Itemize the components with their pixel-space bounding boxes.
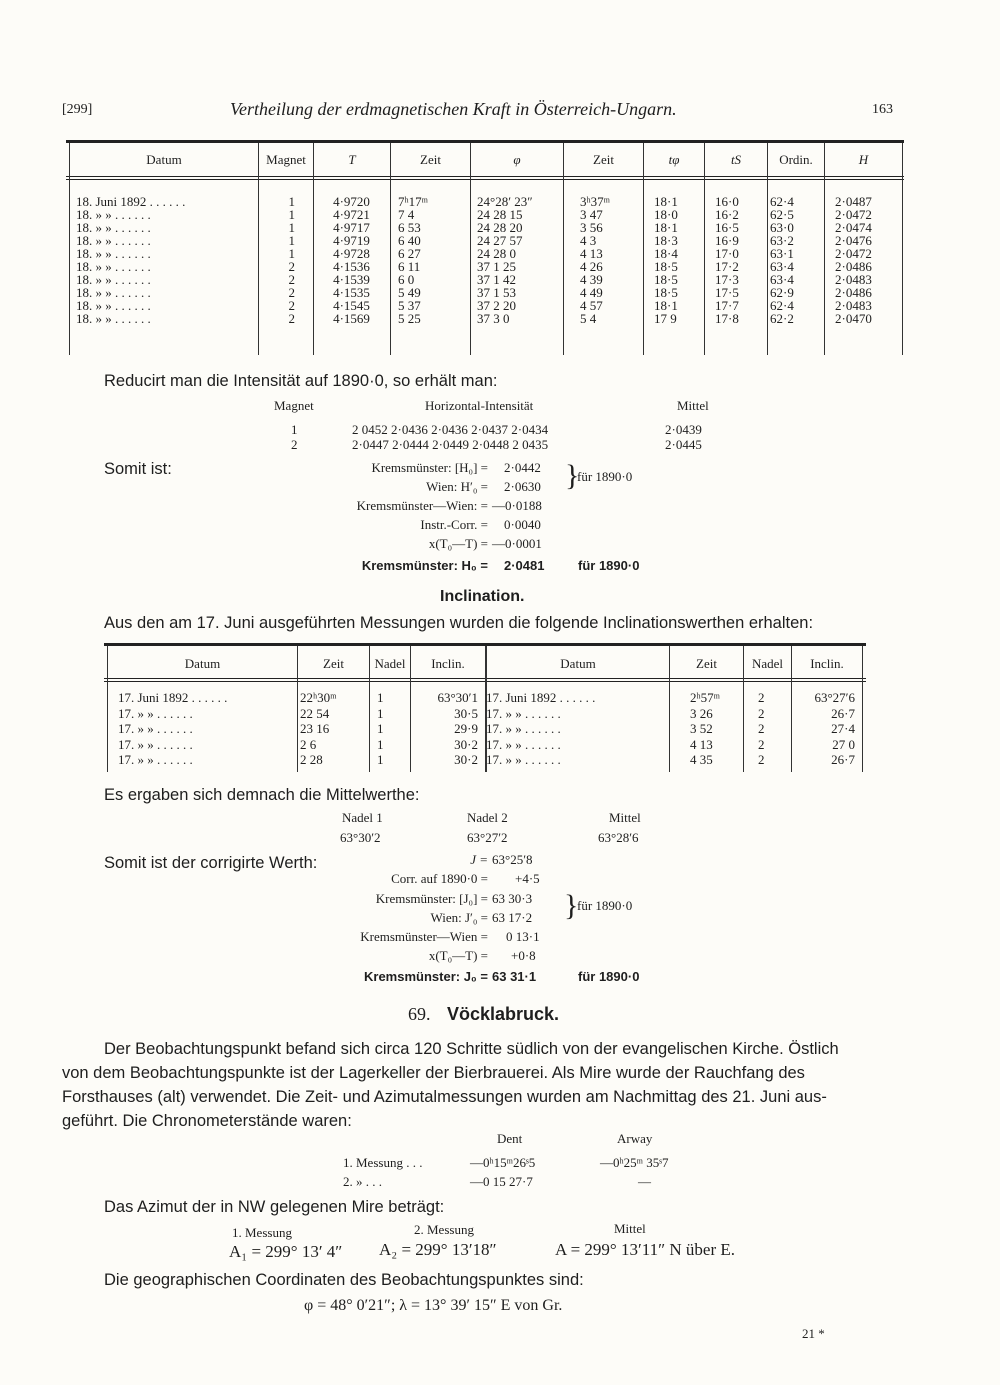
table-cell: 63·2 [770, 233, 794, 248]
table-cell: 2 28 [300, 752, 323, 768]
table-cell: 5 25 [398, 311, 421, 326]
para-line-1: Der Beobachtungspunkt befand sich circa 120 Schritte südlich von der evangelischen Kirche. Östlich [104, 1040, 839, 1058]
t1-head-tphi: tφ [668, 152, 680, 167]
t1-head-zeit: Zeit [420, 152, 441, 167]
table-cell: 2·0472 [835, 207, 872, 222]
t2-head-zeit: Zeit [323, 656, 344, 671]
red-mittel-1: 2·0439 [665, 422, 702, 437]
table-cell: 1 [288, 246, 295, 261]
mw-line-1-label: J = [470, 852, 488, 867]
mw-line-6-value: +0·8 [511, 948, 536, 963]
table-cell: 17·5 [715, 285, 739, 300]
table-cell: 24 28 0 [477, 246, 516, 261]
table-cell: 37 1 42 [477, 272, 516, 287]
mw-line-4-value: 63 17·2 [492, 910, 533, 925]
table-cell: 16·0 [715, 194, 739, 209]
table-cell: 22 54 [300, 705, 330, 721]
table-cell: 4 13 [580, 246, 603, 261]
table-cell: 18·5 [654, 285, 678, 300]
mittel-label: Mittel [609, 810, 641, 825]
coordinates: φ = 48° 0′21″; λ = 13° 39′ 15″ E von Gr. [304, 1297, 563, 1314]
table-cell: 17. » » . . . . . . [486, 752, 561, 768]
red-line-1-value: 2·0442 [504, 460, 541, 475]
table-cell: 2 [288, 311, 295, 326]
az-head-3: Mittel [614, 1221, 646, 1236]
table-cell: 4·1536 [333, 259, 370, 274]
red-line-4-value: 0·0040 [504, 517, 541, 532]
t2-head-inclin2: Inclin. [810, 656, 844, 671]
table-cell: 16·2 [715, 207, 739, 222]
red-line-2-value: 2·0630 [504, 479, 541, 494]
table-cell: 2 6 [300, 736, 317, 752]
table-cell: 3 56 [580, 220, 603, 235]
red-line-5-value: —0·0001 [492, 536, 542, 551]
t1-head-ordin: Ordin. [779, 152, 813, 167]
col-mittel: Mittel [677, 398, 709, 413]
mw-line-3-value: 63 30·3 [492, 891, 533, 906]
table-row [118, 706, 855, 722]
table-cell: 16·9 [715, 233, 739, 248]
table-cell: 17. » » . . . . . . [486, 705, 561, 721]
mw-line-3-label: Kremsmünster: [J₀] = [375, 891, 488, 906]
mw-line-6-label: x(T₀—T) = [428, 948, 488, 963]
red-mittel-2: 2·0445 [665, 437, 702, 452]
table-cell: 17·0 [715, 246, 739, 261]
t1-head-zeit2: Zeit [593, 152, 614, 167]
mw-result-value: 63 31·1 [492, 969, 537, 984]
table-cell: 17·8 [715, 311, 739, 326]
t1-head-ts: tS [730, 152, 742, 167]
table-cell: 2·0483 [835, 272, 872, 287]
table-cell: 3 47 [580, 207, 603, 222]
table-cell: 2·0472 [835, 246, 872, 261]
table-cell: 22ʰ30ᵐ [300, 690, 337, 706]
table-cell: 30·5 [454, 705, 478, 721]
mw-line-2-label: Corr. auf 1890·0 = [391, 871, 488, 886]
red-result-value: 2·0481 [504, 558, 545, 573]
table-cell: 1 [377, 690, 384, 706]
chrono-row-2-label: 2. » . . . [343, 1174, 382, 1189]
table-cell: 2 [758, 721, 765, 737]
table-cell: 4 13 [690, 736, 713, 752]
table-cell: 18·3 [654, 233, 678, 248]
table-cell: 62·9 [770, 285, 794, 300]
mw-line-5-label: Kremsmünster—Wien = [360, 929, 488, 944]
table-cell: 2 [288, 285, 295, 300]
red-line-1-label: Kremsmünster: [H₀] = [371, 460, 488, 475]
table-cell: 18. » » . . . . . . [76, 220, 151, 235]
table-cell: 17. Juni 1892 . . . . . . [118, 690, 228, 706]
red-fuer: für 1890·0 [577, 469, 633, 484]
table-cell: 18. » » . . . . . . [76, 259, 151, 274]
table-cell: 2 [758, 690, 765, 706]
table-cell: 17 9 [654, 311, 677, 326]
t1-head-datum: Datum [146, 152, 182, 167]
table-cell: 24°28′ 23″ [477, 194, 533, 209]
table-cell: 18. » » . . . . . . [76, 311, 151, 326]
table-cell: 6 27 [398, 246, 421, 261]
az-a1: A₁ = 299° 13′ 4″ [229, 1242, 343, 1261]
table-cell: 4 49 [580, 285, 603, 300]
table-cell: 2ʰ57ᵐ [690, 690, 721, 706]
section-title: Vöcklabruck. [447, 1004, 560, 1024]
table-cell: 17. Juni 1892 . . . . . . [486, 690, 596, 706]
table-cell: 37 1 25 [477, 259, 516, 274]
table-cell: 5 37 [398, 298, 421, 313]
table-cell: 6 0 [398, 272, 415, 287]
table-cell: 63°27′6 [814, 690, 855, 706]
table-cell: 4·9719 [333, 233, 370, 248]
az-head-2: 2. Messung [414, 1222, 474, 1237]
table-cell: 18·5 [654, 272, 678, 287]
red-line-2-label: Wien: H′₀ = [426, 479, 488, 494]
table-cell: 1 [377, 705, 384, 721]
table-cell: 2 [288, 298, 295, 313]
mw-line-4-label: Wien: J′₀ = [430, 910, 488, 925]
t2-head-zeit2: Zeit [696, 656, 717, 671]
table-cell: 37 2 20 [477, 298, 516, 313]
table-cell: 17. » » . . . . . . [118, 752, 193, 768]
table-cell: 37 1 53 [477, 285, 516, 300]
table-cell: 3 26 [690, 705, 713, 721]
table-cell: 18·1 [654, 194, 678, 209]
chrono-row-2-dent: —0 15 27·7 [470, 1174, 533, 1189]
table-cell: 63·1 [770, 246, 794, 261]
table-cell: 4 35 [690, 752, 713, 768]
table-cell: 7ʰ17ᵐ [398, 194, 429, 209]
red-magnet-1: 1 [291, 422, 298, 437]
t2-head-datum2: Datum [560, 656, 596, 671]
table-cell: 2·0486 [835, 259, 872, 274]
table-cell: 17·3 [715, 272, 739, 287]
table-cell: 1 [288, 220, 295, 235]
table-cell: 62·2 [770, 311, 794, 326]
table-cell: 4 3 [580, 233, 597, 248]
chrono-row-2-arway: — [638, 1174, 651, 1189]
table-cell: 2 [288, 259, 295, 274]
table-row [118, 752, 855, 768]
mittel-value: 63°28′6 [598, 830, 639, 845]
table-cell: 18. » » . . . . . . [76, 233, 151, 248]
red-line-3-label: Kremsmünster—Wien: = [356, 498, 488, 513]
t1-head-magnet: Magnet [266, 152, 306, 167]
mw-result-fuer: für 1890·0 [578, 969, 640, 984]
corrigirte-werth: Somit ist der corrigirte Werth: [104, 854, 318, 872]
t1-head-t: T [348, 152, 356, 167]
table-cell: 17. » » . . . . . . [486, 721, 561, 737]
t2-head-datum: Datum [184, 656, 221, 671]
table-cell: 18. » » . . . . . . [76, 207, 151, 222]
table-cell: 2·0470 [835, 311, 872, 326]
red-vals-2: 2·0447 2·0444 2·0449 2·0448 2 0435 [352, 437, 549, 452]
table-cell: 1 [288, 207, 295, 222]
table-cell: 26·7 [831, 752, 855, 768]
chrono-head-dent: Dent [497, 1131, 523, 1146]
chrono-row-1-dent: —0ʰ15ᵐ26ˢ5 [470, 1155, 536, 1170]
table-cell: 2·0474 [835, 220, 872, 235]
table-cell: 2·0486 [835, 285, 872, 300]
table-cell: 18·0 [654, 207, 678, 222]
table-cell: 5 49 [398, 285, 421, 300]
red-vals-1: 2 0452 2·0436 2·0436 2·0437 2·0434 [352, 422, 549, 437]
table-cell: 17. » » . . . . . . [118, 721, 193, 737]
table-cell: 18. » » . . . . . . [76, 272, 151, 287]
table-cell: 1 [377, 752, 384, 768]
table-cell: 62·4 [770, 298, 794, 313]
page-number: 163 [872, 102, 893, 117]
mittelwerthe-intro: Es ergaben sich demnach die Mittelwerthe: [104, 786, 420, 804]
t2-head-nadel: Nadel [374, 656, 406, 671]
table-cell: 1 [288, 194, 295, 209]
red-magnet-2: 2 [291, 437, 298, 452]
reduction-intro: Reducirt man die Intensität auf 1890·0, so erhält man: [104, 372, 498, 390]
nadel2-label: Nadel 2 [467, 810, 508, 825]
table-cell: 37 3 0 [477, 311, 510, 326]
table-cell: 1 [288, 233, 295, 248]
col-hi: Horizontal-Intensität [425, 398, 534, 413]
table-cell: 4 26 [580, 259, 603, 274]
table-cell: 17·2 [715, 259, 739, 274]
table-cell: 27·4 [831, 721, 855, 737]
table1-body [76, 195, 901, 325]
table-cell: 1 [377, 721, 384, 737]
t2-head-inclin: Inclin. [431, 656, 465, 671]
table-cell: 4·1545 [333, 298, 370, 313]
red-result-fuer: für 1890·0 [578, 558, 640, 573]
chrono-head-arway: Arway [617, 1131, 653, 1146]
table-cell: 18·4 [654, 246, 678, 261]
az-mittel: A = 299° 13′11″ N über E. [555, 1240, 736, 1259]
mw-fuer: für 1890·0 [577, 898, 633, 913]
col-magnet: Magnet [274, 398, 314, 413]
running-title: Vertheilung der erdmagnetischen Kraft in Österreich-Ungarn. [230, 99, 677, 119]
table-cell: 17. » » . . . . . . [118, 736, 193, 752]
table-cell: 63·4 [770, 272, 794, 287]
table-cell: 30·2 [454, 752, 478, 768]
table-cell: 18. » » . . . . . . [76, 246, 151, 261]
table-cell: 17. » » . . . . . . [118, 705, 193, 721]
red-result-label: Kremsmünster: H₀ = [361, 558, 488, 573]
table-cell: 2 [288, 272, 295, 287]
table-cell: 4 57 [580, 298, 603, 313]
inclination-heading: Inclination. [440, 588, 525, 605]
table-cell: 27 0 [832, 736, 855, 752]
table-row [118, 721, 855, 737]
table-cell: 5 4 [580, 311, 597, 326]
table-cell: 63·4 [770, 259, 794, 274]
table-cell: 18. » » . . . . . . [76, 298, 151, 313]
table-cell: 62·5 [770, 207, 794, 222]
brace-2: } [564, 889, 579, 922]
table-cell: 4·9721 [333, 207, 370, 222]
nadel1-label: Nadel 1 [342, 810, 383, 825]
table-cell: 4·9720 [333, 194, 370, 209]
table-cell: 18·5 [654, 259, 678, 274]
table-cell: 18. Juni 1892 . . . . . . [76, 194, 186, 209]
table-cell: 17. » » . . . . . . [486, 736, 561, 752]
chrono-row-1-label: 1. Messung . . . [343, 1155, 423, 1170]
para-line-4: geführt. Die Chronometerstände waren: [62, 1112, 352, 1130]
mw-line-2-value: +4·5 [515, 871, 540, 886]
mw-line-1-value: 63°25′8 [492, 852, 533, 867]
para-line-3: Forsthauses (alt) verwendet. Die Zeit- und Azimutalmessungen wurden am Nachmittag des 21. Juni aus- [62, 1088, 827, 1106]
table-cell: 16·5 [715, 220, 739, 235]
az-a2: A₂ = 299° 13′18″ [379, 1240, 497, 1259]
table-cell: 17·7 [715, 298, 739, 313]
table-cell: 18·1 [654, 220, 678, 235]
table-cell: 18·1 [654, 298, 678, 313]
signature-mark: 21 * [802, 1326, 825, 1341]
table-cell: 3 52 [690, 721, 713, 737]
table-cell: 4·1569 [333, 311, 370, 326]
table-cell: 2 [758, 752, 765, 768]
brace: } [565, 459, 580, 492]
table-cell: 2 [758, 736, 765, 752]
table-cell: 1 [377, 736, 384, 752]
mw-result-label: Kremsmünster: J₀ = [364, 969, 488, 984]
table-cell: 63°30′1 [437, 690, 478, 706]
somit-ist: Somit ist: [104, 460, 172, 478]
table-cell: 2·0476 [835, 233, 872, 248]
t2-head-nadel2: Nadel [751, 656, 784, 671]
section-number: 69. [408, 1004, 431, 1024]
table-row [76, 312, 901, 325]
table2-body [118, 690, 855, 768]
table-cell: 4·9728 [333, 246, 370, 261]
table-cell: 26·7 [831, 705, 855, 721]
az-head-1: 1. Messung [232, 1225, 292, 1240]
table-cell: 2 [758, 705, 765, 721]
table-cell: 6 11 [398, 259, 421, 274]
t1-head-h: H [858, 152, 869, 167]
nadel2-value: 63°27′2 [467, 830, 508, 845]
table-cell: 63·0 [770, 220, 794, 235]
table-cell: 4 39 [580, 272, 603, 287]
table-cell: 4·1539 [333, 272, 370, 287]
red-line-4-label: Instr.-Corr. = [420, 517, 488, 532]
table-cell: 24 28 15 [477, 207, 523, 222]
table-cell: 30·2 [454, 736, 478, 752]
table-cell: 6 53 [398, 220, 421, 235]
table-cell: 7 4 [398, 207, 415, 222]
table-cell: 3ʰ37ᵐ [580, 194, 611, 209]
red-line-5-label: x(T₀—T) = [428, 536, 488, 551]
table-cell: 29·9 [454, 721, 478, 737]
coord-intro: Die geographischen Coordinaten des Beobachtungspunktes sind: [104, 1271, 584, 1289]
table-row [118, 737, 855, 753]
table-cell: 24 27 57 [477, 233, 523, 248]
table-cell: 4·1535 [333, 285, 370, 300]
nadel1-value: 63°30′2 [340, 830, 381, 845]
table-cell: 24 28 20 [477, 220, 523, 235]
table-cell: 2·0487 [835, 194, 872, 209]
table-cell: 62·4 [770, 194, 794, 209]
t1-head-phi: φ [513, 152, 521, 167]
azimut-intro: Das Azimut der in NW gelegenen Mire beträgt: [104, 1198, 445, 1216]
inclination-intro: Aus den am 17. Juni ausgeführten Messungen wurden die folgende Inclinationswerthen erhalten: [104, 614, 814, 632]
table-cell: 6 40 [398, 233, 421, 248]
red-line-3-value: —0·0188 [492, 498, 542, 513]
table-row [118, 690, 855, 706]
table-cell: 2·0483 [835, 298, 872, 313]
chrono-row-1-arway: —0ʰ25ᵐ 35ˢ7 [600, 1155, 669, 1170]
mw-line-5-value: 0 13·1 [506, 929, 540, 944]
table-cell: 4·9717 [333, 220, 370, 235]
table-cell: 18. » » . . . . . . [76, 285, 151, 300]
page-ref: [299] [62, 102, 93, 117]
para-line-2: von dem Beobachtungspunkte ist der Lagerkeller der Bierbrauerei. Als Mire wurde der Rauchfang des [62, 1064, 805, 1082]
table-cell: 23 16 [300, 721, 330, 737]
